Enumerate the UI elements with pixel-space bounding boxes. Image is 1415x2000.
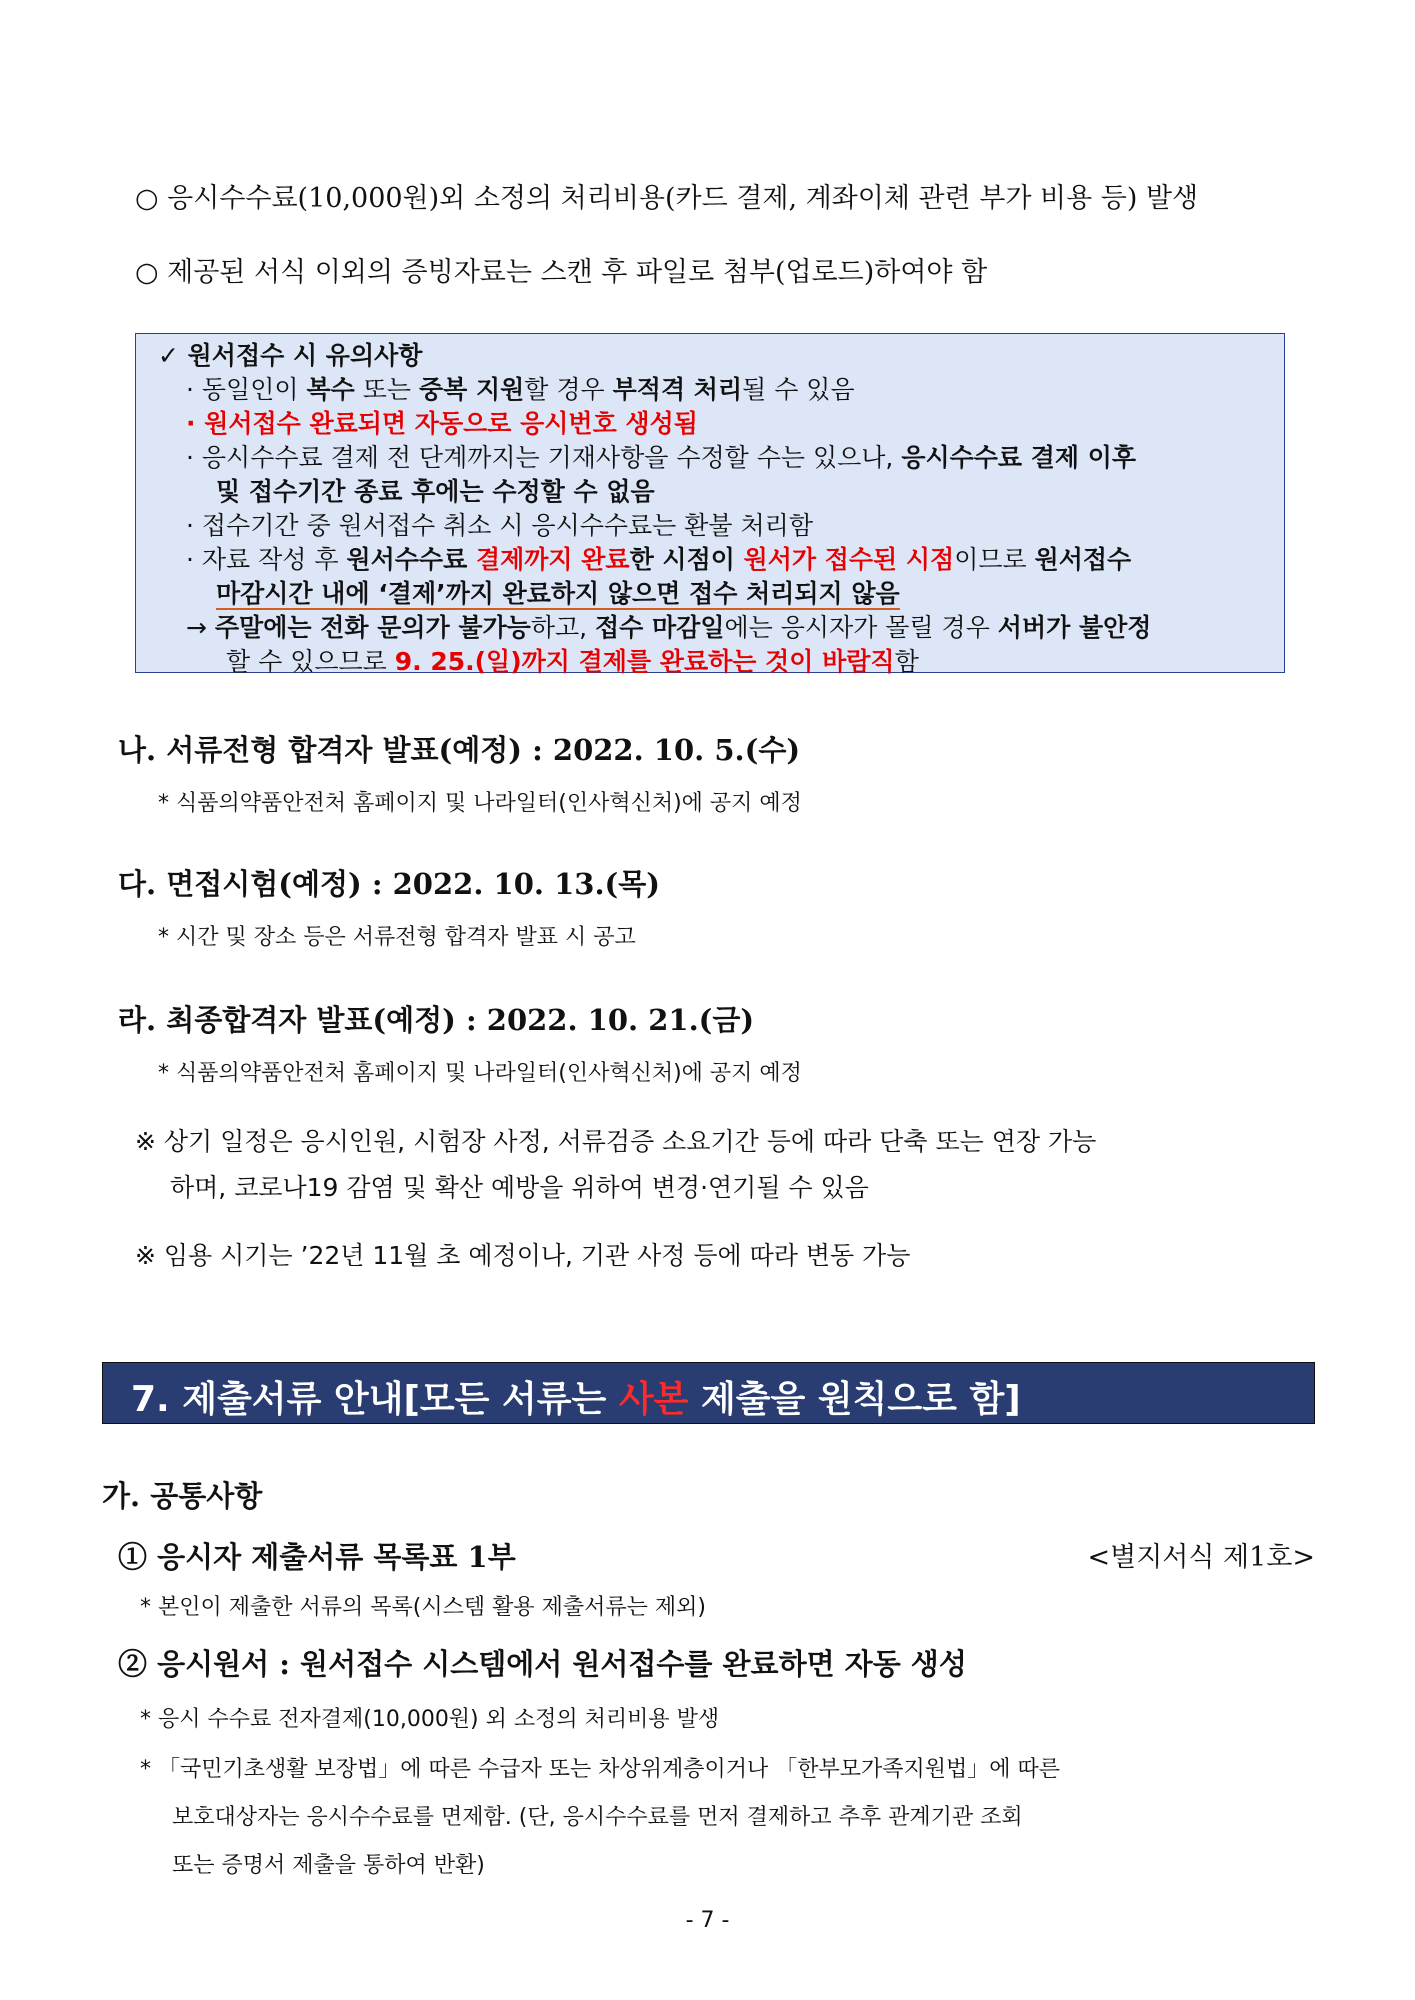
notice-bullet-3-cont: 및 접수기간 종료 후에는 수정할 수 없음 xyxy=(216,477,655,506)
schedule-na-note: * 식품의약품안전처 홈페이지 및 나라일터(인사혁신처)에 공지 예정 xyxy=(158,791,802,816)
notice-bullet-6-cont: 할 수 있으므로 9. 25.(일)까지 결제를 완료하는 것이 바람직함 xyxy=(226,647,919,676)
schedule-na-heading: 나. 서류전형 합격자 발표(예정) : 2022. 10. 5.(수) xyxy=(118,733,801,767)
schedule-ra-heading: 라. 최종합격자 발표(예정) : 2022. 10. 21.(금) xyxy=(118,1003,755,1037)
page-number: - 7 - xyxy=(685,1908,730,1933)
notice-bullet-5-cont: 마감시간 내에 ‘결제’까지 완료하지 않으면 접수 처리되지 않음 xyxy=(216,579,900,608)
section-ga-heading: 가. 공통사항 xyxy=(102,1479,263,1513)
notice-bullet-6: → 주말에는 전화 문의가 불가능하고, 접수 마감일에는 응시자가 몰릴 경우 서버가 불안정 xyxy=(186,613,1152,642)
item-2-note-1: * 응시 수수료 전자결제(10,000원) 외 소정의 처리비용 발생 xyxy=(140,1707,720,1732)
notice-bullet-1: · 동일인이 복수 또는 중복 지원할 경우 부적격 처리될 수 있음 xyxy=(186,375,855,404)
item-1-label: ① 응시자 제출서류 목록표 1부 xyxy=(118,1540,516,1574)
notice-bullet-2: · 원서접수 완료되면 자동으로 응시번호 생성됨 xyxy=(186,409,698,438)
notice-bullet-3: · 응시수수료 결제 전 단계까지는 기재사항을 수정할 수는 있으나, 응시수수료 결제 이후 xyxy=(186,443,1137,472)
item-2-note-2-line-3: 또는 증명서 제출을 통하여 반환) xyxy=(172,1853,485,1878)
remark-2: ※ 임용 시기는 ’22년 11월 초 예정이나, 기관 사정 등에 따라 변동 가능 xyxy=(135,1241,911,1270)
item-1-note: * 본인이 제출한 서류의 목록(시스템 활용 제출서류는 제외) xyxy=(140,1595,706,1620)
notice-title: ✓ 원서접수 시 유의사항 xyxy=(158,341,423,370)
intro-line-2: ○ 제공된 서식 이외의 증빙자료는 스캔 후 파일로 첨부(업로드)하여야 함 xyxy=(135,257,988,288)
notice-bullet-4: · 접수기간 중 원서접수 취소 시 응시수수료는 환불 처리함 xyxy=(186,511,813,540)
section-7-title: 7. 제출서류 안내[모든 서류는 사본 제출을 원칙으로 함] xyxy=(131,1379,1021,1420)
intro-line-1: ○ 응시수수료(10,000원)외 소정의 처리비용(카드 결제, 계좌이체 관련 부가 비용 등) 발생 xyxy=(135,183,1199,214)
schedule-da-note: * 시간 및 장소 등은 서류전형 합격자 발표 시 공고 xyxy=(158,925,636,950)
item-1-form-ref: <별지서식 제1호> xyxy=(1087,1542,1315,1573)
item-2-note-2-line-1: * 「국민기초생활 보장법」에 따른 수급자 또는 차상위계층이거나 「한부모가족지원법」에 따른 xyxy=(140,1757,1061,1782)
remark-1-line-1: ※ 상기 일정은 응시인원, 시험장 사정, 서류검증 소요기간 등에 따라 단축 또는 연장 가능 xyxy=(135,1127,1097,1156)
schedule-da-heading: 다. 면접시험(예정) : 2022. 10. 13.(목) xyxy=(118,867,660,901)
notice-box xyxy=(135,333,1285,676)
notice-bullet-5: · 자료 작성 후 원서수수료 결제까지 완료한 시점이 원서가 접수된 시점이므로 원서접수 xyxy=(186,545,1132,574)
remark-1-line-2: 하며, 코로나19 감염 및 확산 예방을 위하여 변경·연기될 수 있음 xyxy=(170,1173,869,1202)
item-2-label: ② 응시원서 : 원서접수 시스템에서 원서접수를 완료하면 자동 생성 xyxy=(118,1647,967,1681)
section-7-header xyxy=(102,1362,1315,1424)
item-2-note-2-line-2: 보호대상자는 응시수수료를 면제함. (단, 응시수수료를 먼저 결제하고 추후 관계기관 조회 xyxy=(172,1805,1023,1830)
schedule-ra-note: * 식품의약품안전처 홈페이지 및 나라일터(인사혁신처)에 공지 예정 xyxy=(158,1061,802,1086)
